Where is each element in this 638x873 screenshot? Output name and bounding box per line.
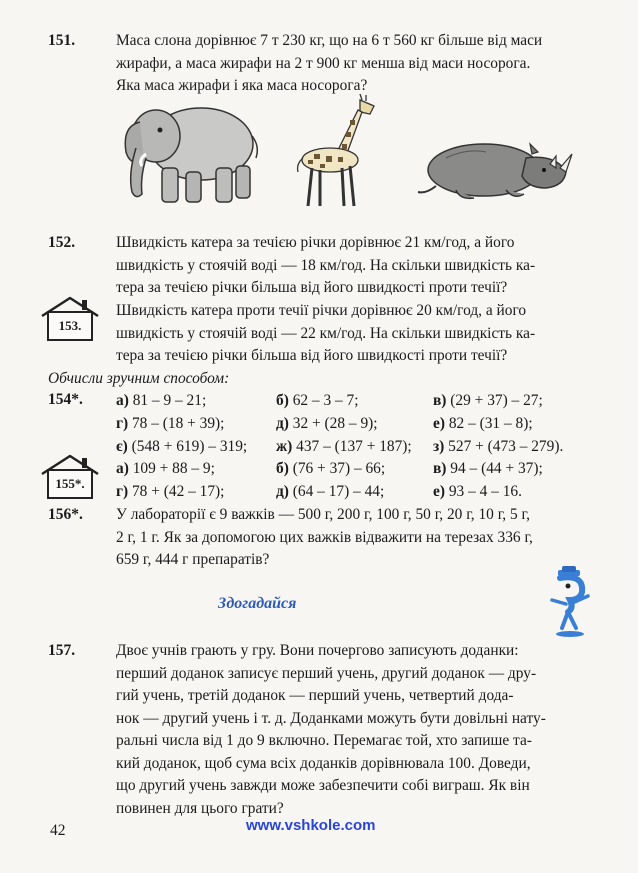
exercise-item: є) (548 + 619) – 319; <box>116 438 248 455</box>
website-link[interactable]: www.vshkole.com <box>246 817 376 834</box>
page-number: 42 <box>50 822 66 839</box>
problem-line: Маса слона дорівнює 7 т 230 кг, що на 6 т 560 кг більше від маси <box>116 32 543 49</box>
problem-156-text <box>116 504 598 572</box>
problem-line: ральні числа від 1 до 9 включно. Перемагає той, хто запише та- <box>116 732 532 749</box>
problem-line: кий доданок, щоб сума всіх доданків дорівнювала 100. Доведи, <box>116 754 531 772</box>
exercise-item: в) 94 – (44 + 37); <box>433 460 543 477</box>
problem-151-number: 151. <box>48 32 76 49</box>
problem-157-text <box>116 640 598 820</box>
problem-line: Швидкість катера проти течії річки дорівнює 20 км/год, а його <box>116 302 527 319</box>
problem-151-text <box>116 30 598 98</box>
problem-line: жирафи, а маса жирафи на 2 т 900 кг менша від маси носорога. <box>116 54 531 72</box>
exercise-row <box>116 457 596 480</box>
problem-154-exercises <box>116 389 596 458</box>
problem-157-number: 157. <box>48 642 76 659</box>
problem-line: тера за течією річки більша від його швидкості проти течії? <box>116 279 508 296</box>
problem-line: гий учень, третій доданок — перший учень, четвертий дода- <box>116 687 514 704</box>
exercise-row <box>116 480 596 503</box>
problem-152-number: 152. <box>48 234 76 251</box>
exercise-item: д) (64 – 17) – 44; <box>276 483 385 500</box>
problem-156-number: 156*. <box>48 506 83 523</box>
giraffe-illustration <box>294 94 384 210</box>
exercise-item: а) 109 + 88 – 9; <box>116 460 215 477</box>
problem-155-number: 155*. <box>55 476 85 491</box>
exercise-row <box>116 412 596 435</box>
exercise-item: з) 527 + (473 – 279). <box>433 438 564 455</box>
problem-line: перший доданок записує перший учень, другий доданок — дру- <box>116 664 537 682</box>
problem-line: нок — другий учень і т. д. Доданками можуть бути довільні нату- <box>116 709 546 727</box>
problem-line: 659 г, 444 г препаратів? <box>116 551 270 568</box>
exercise-row <box>116 389 596 412</box>
instruction-text: Обчисли зручним способом: <box>48 370 230 387</box>
problem-152-text <box>116 232 598 300</box>
problem-line: швидкість у стоячій воді — 18 км/год. На скільки швидкість ка- <box>116 256 536 274</box>
problem-153-text <box>116 300 598 368</box>
problem-line: Яка маса жирафи і яка маса носорога? <box>116 77 368 94</box>
exercise-item: е) 93 – 4 – 16. <box>433 483 522 500</box>
animal-illustrations <box>116 94 586 210</box>
exercise-item: б) 62 – 3 – 7; <box>276 392 359 409</box>
exercise-item: а) 81 – 9 – 21; <box>116 392 207 409</box>
problem-155-exercises <box>116 457 596 503</box>
problem-line: тера за течією річки більша від його швидкості проти течії? <box>116 347 508 364</box>
exercise-item: в) (29 + 37) – 27; <box>433 392 543 409</box>
exercise-item: г) 78 + (42 – 17); <box>116 483 225 500</box>
exercise-item: б) (76 + 37) – 66; <box>276 460 386 477</box>
elephant-illustration <box>116 96 261 208</box>
exercise-item: г) 78 – (18 + 39); <box>116 415 225 432</box>
rhinoceros-illustration <box>416 128 576 208</box>
problem-line: Двоє учнів грають у гру. Вони почергово записують доданки: <box>116 642 519 659</box>
problem-line: Швидкість катера за течією річки дорівнює 21 км/год, а його <box>116 234 515 251</box>
problem-line: що другий учень завжди може забезпечити собі виграш. Як він <box>116 777 530 794</box>
problem-line: 2 г, 1 г. Як за допомогою цих важків відважити на терезах 336 г, <box>116 528 533 546</box>
problem-154-number: 154*. <box>48 391 83 408</box>
thinking-figure-icon <box>544 566 600 640</box>
house-icon <box>38 452 102 502</box>
exercise-item: д) 32 + (28 – 9); <box>276 415 378 432</box>
problem-line: повинен для цього грати? <box>116 799 284 817</box>
problem-line: У лабораторії є 9 важків — 500 г, 200 г, 100 г, 50 г, 20 г, 10 г, 5 г, <box>116 506 530 523</box>
hint-heading: Здогадайся <box>218 595 297 612</box>
exercise-row <box>116 435 596 458</box>
exercise-item: е) 82 – (31 – 8); <box>433 415 533 432</box>
problem-line: швидкість у стоячій воді — 22 км/год. На скільки швидкість ка- <box>116 324 536 342</box>
problem-153-number: 153. <box>58 318 82 333</box>
house-icon <box>38 294 102 344</box>
exercise-item: ж) 437 – (137 + 187); <box>276 438 412 455</box>
